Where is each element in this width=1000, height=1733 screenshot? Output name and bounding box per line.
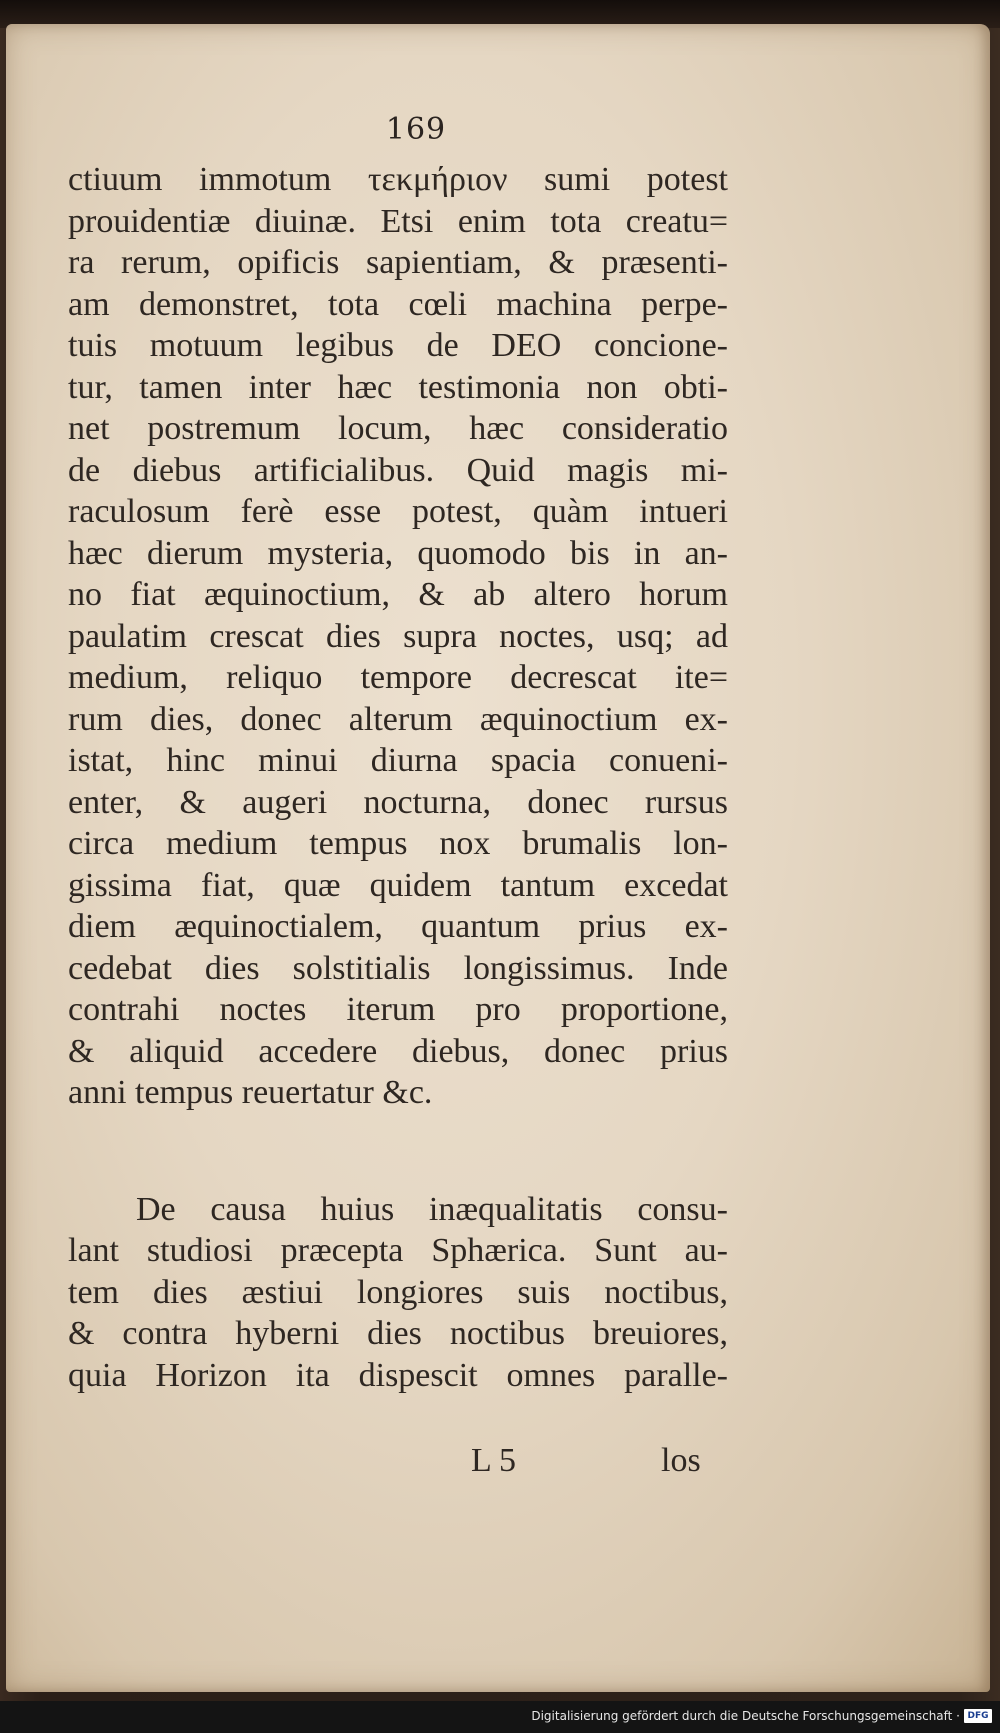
catchword: los <box>661 1442 701 1479</box>
paragraph-gap <box>68 1114 728 1189</box>
text-line: rum dies, donec alterum æquinoctium ex- <box>68 700 728 738</box>
text-line: ctiuum immotum τεκμήριον sumi potest <box>68 161 728 198</box>
text-line: medium, reliquo tempore decrescat ite= <box>68 659 728 696</box>
text-line: quia Horizon ita dispescit omnes paralle- <box>68 1356 728 1394</box>
text-line: no fiat æquinoctium, & ab altero horum <box>68 576 728 613</box>
text-line: cedebat dies solstitialis longissimus. Inde <box>68 949 728 987</box>
text-line: ra rerum, opificis sapientiam, & præsenti- <box>68 244 728 281</box>
page-number: 169 <box>385 112 447 147</box>
text-line: raculosum ferè esse potest, quàm intueri <box>68 493 728 530</box>
body-text <box>68 159 728 1396</box>
text-line: circa medium tempus nox brumalis lon- <box>68 825 728 862</box>
book-page <box>6 24 990 1692</box>
text-line: tuis motuum legibus de DEO concione- <box>68 327 728 364</box>
text-line: gissima fiat, quæ quidem tantum excedat <box>68 866 728 904</box>
text-line: prouidentiæ diuinæ. Etsi enim tota creatu= <box>68 202 728 240</box>
footer-bar <box>0 1701 1000 1733</box>
text-line: contrahi noctes iterum pro proportione, <box>68 991 728 1028</box>
text-line: De causa huius inæqualitatis consu- <box>136 1190 728 1228</box>
text-line: istat, hinc minui diurna spacia conueni- <box>68 742 728 779</box>
dfg-logo: DFG <box>964 1709 992 1723</box>
text-line: net postremum locum, hæc consideratio <box>68 410 728 447</box>
text-line: de diebus artificialibus. Quid magis mi- <box>68 451 728 489</box>
text-line: paulatim crescat dies supra noctes, usq; ad <box>68 617 728 655</box>
text-line: lant studiosi præcepta Sphærica. Sunt au- <box>68 1232 728 1269</box>
text-line: anni tempus reuertatur &c. <box>68 1074 433 1111</box>
text-line: hæc dierum mysteria, quomodo bis in an- <box>68 534 728 572</box>
signature-mark: L 5 <box>471 1442 517 1479</box>
text-line: & aliquid accedere diebus, donec prius <box>68 1032 728 1070</box>
footer-credit: Digitalisierung gefördert durch die Deutsche Forschungsgemeinschaft · <box>531 1709 960 1723</box>
text-line: diem æquinoctialem, quantum prius ex- <box>68 908 728 945</box>
text-line: enter, & augeri nocturna, donec rursus <box>68 783 728 821</box>
text-line: tem dies æstiui longiores suis noctibus, <box>68 1273 728 1311</box>
text-line: & contra hyberni dies noctibus breuiores, <box>68 1315 728 1352</box>
text-line: am demonstret, tota cœli machina perpe- <box>68 285 728 323</box>
text-line: tur, tamen inter hæc testimonia non obti- <box>68 368 728 406</box>
